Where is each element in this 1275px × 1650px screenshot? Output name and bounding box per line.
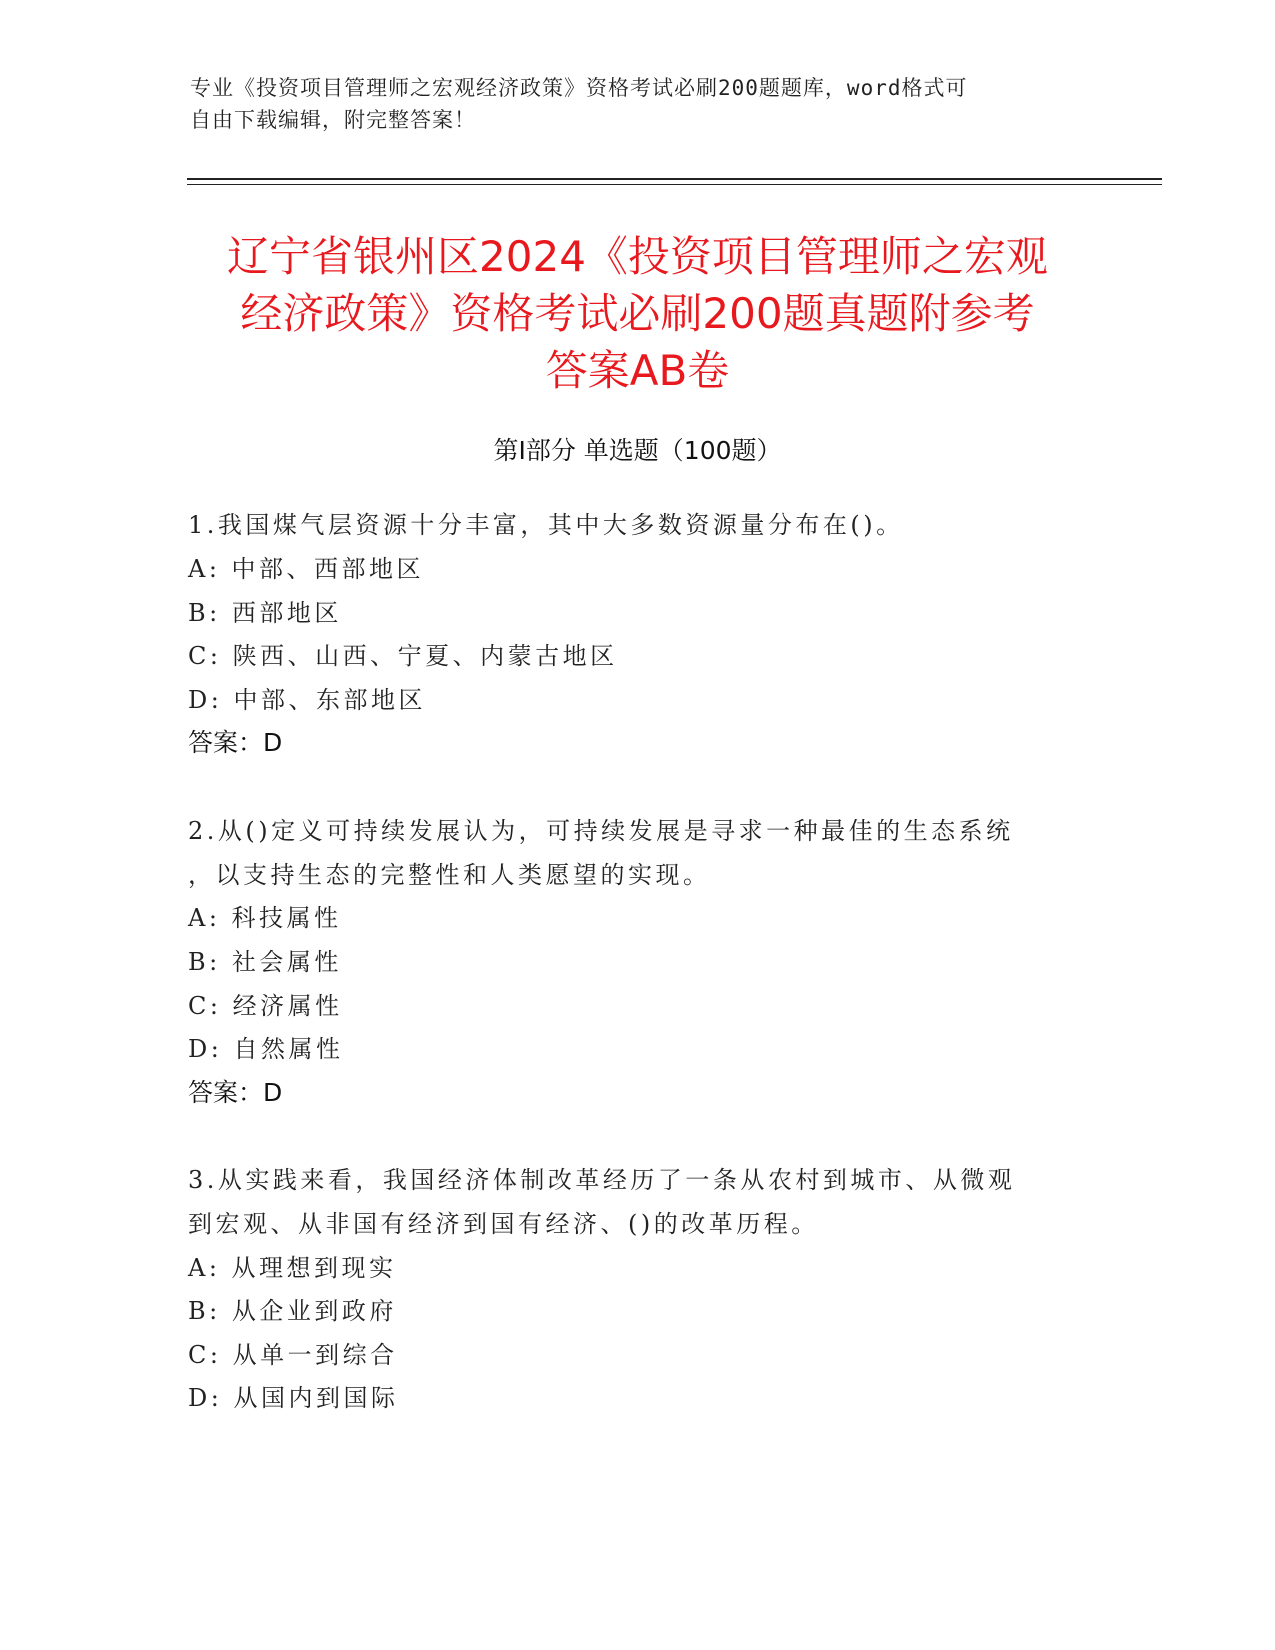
answer: 答案：D	[188, 728, 283, 757]
intro-line: 专业《投资项目管理师之宏观经济政策》资格考试必刷200题题库，word格式可	[190, 76, 968, 100]
answer: 答案：D	[188, 1078, 283, 1107]
option-b: B: 从企业到政府	[188, 1297, 397, 1325]
title-line: 辽宁省银州区2024《投资项目管理师之宏观	[227, 232, 1048, 281]
section-heading: 第I部分 单选题（100题）	[493, 436, 782, 465]
title-line: 经济政策》资格考试必刷200题真题附参考	[240, 289, 1035, 338]
option-c: C: 经济属性	[188, 992, 343, 1020]
option-a: A: 中部、西部地区	[188, 555, 425, 583]
option-d: D: 自然属性	[188, 1035, 344, 1063]
header-divider-thin	[187, 184, 1162, 185]
option-c: C: 从单一到综合	[188, 1341, 398, 1369]
document-intro	[190, 72, 1070, 136]
question-stem-continued: 到宏观、从非国有经济到国有经济、()的改革历程。	[188, 1210, 819, 1238]
question-stem-continued: ，以支持生态的完整性和人类愿望的实现。	[188, 861, 711, 889]
question-stem: 3.从实践来看，我国经济体制改革经历了一条从农村到城市、从微观	[188, 1166, 1016, 1194]
option-c: C: 陕西、山西、宁夏、内蒙古地区	[188, 642, 618, 670]
option-a: A: 科技属性	[188, 904, 342, 932]
option-b: B: 西部地区	[188, 599, 342, 627]
option-d: D: 中部、东部地区	[188, 686, 426, 714]
intro-line: 自由下载编辑，附完整答案！	[190, 108, 476, 132]
title-line: 答案AB卷	[545, 346, 730, 395]
document-title	[150, 228, 1125, 399]
question-stem: 1.我国煤气层资源十分丰富，其中大多数资源量分布在()。	[188, 511, 904, 539]
header-divider-thick	[187, 178, 1162, 180]
option-a: A: 从理想到现实	[188, 1254, 397, 1282]
option-b: B: 社会属性	[188, 948, 342, 976]
question-stem: 2.从()定义可持续发展认为，可持续发展是寻求一种最佳的生态系统	[188, 817, 1014, 845]
option-d: D: 从国内到国际	[188, 1384, 399, 1412]
